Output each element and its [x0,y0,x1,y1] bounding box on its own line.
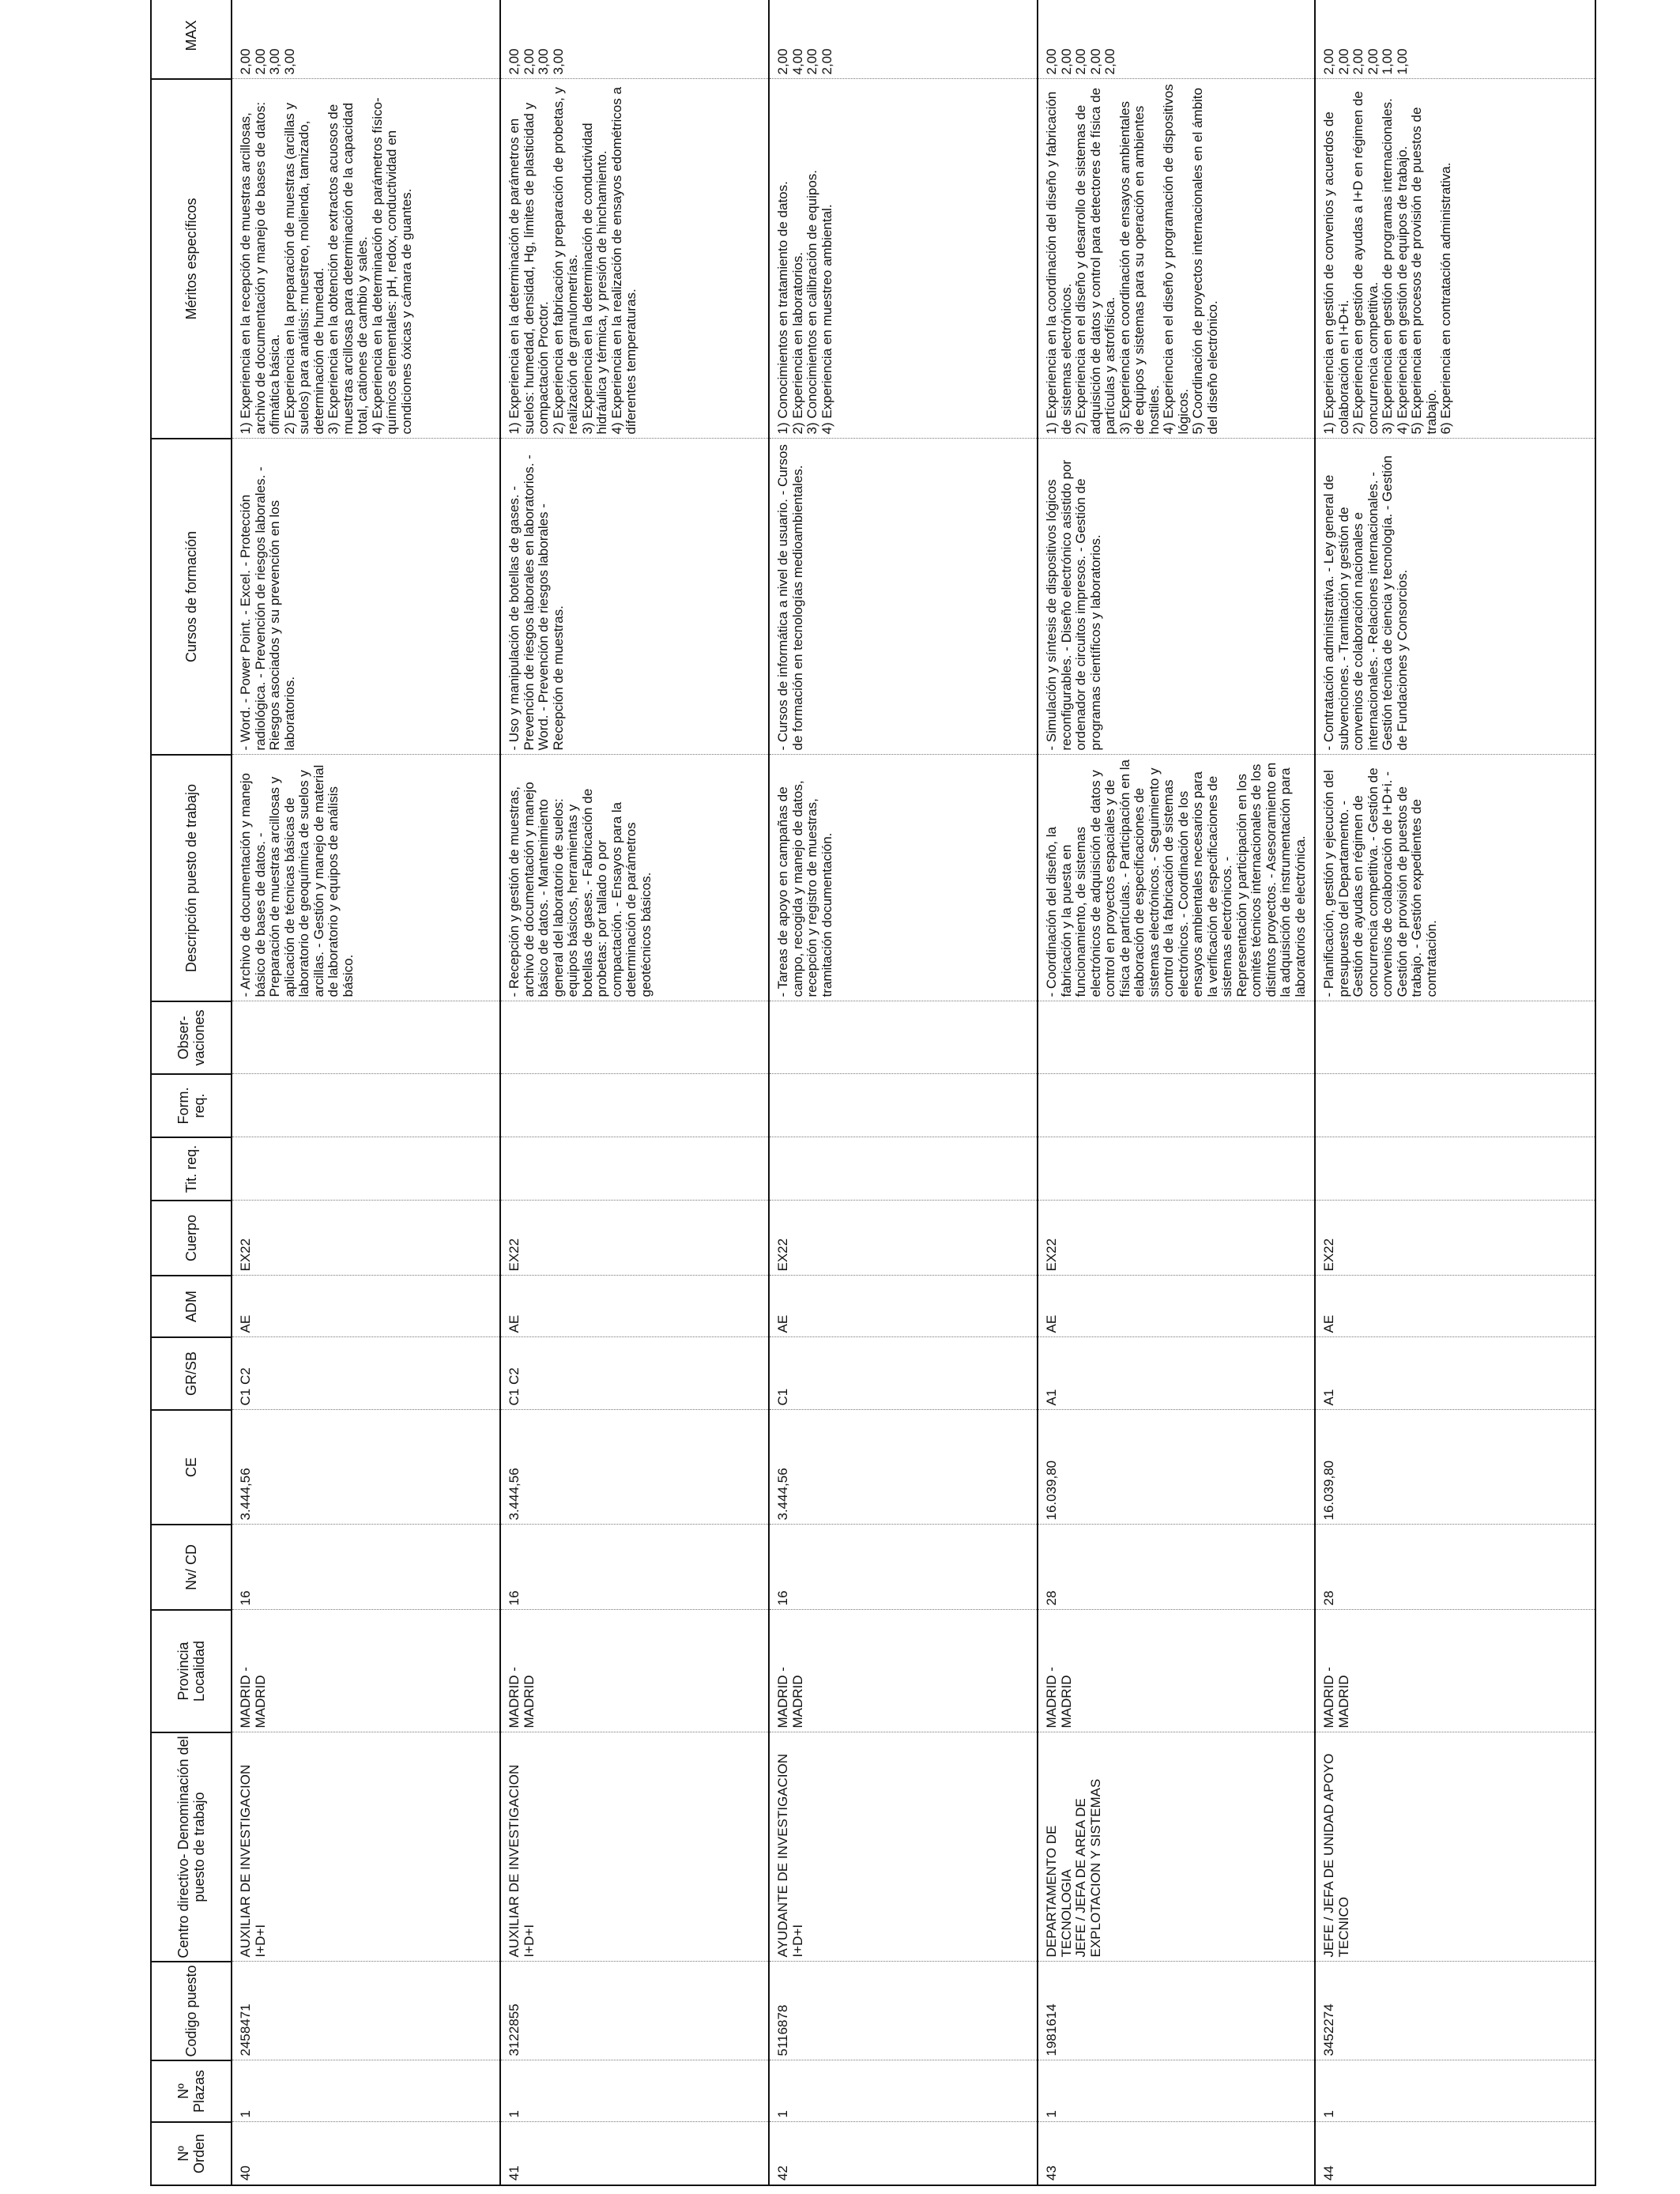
cell-plazas: 1 [1038,2060,1315,2122]
table-row [1315,0,1595,2185]
cell-adm: AE [232,1276,500,1337]
max-value: 2,00 [819,48,834,75]
col-cuerpo: Cuerpo [151,1201,232,1276]
cell-cursos: - Word. - Power Point. - Excel. - Protección radiológica. - Prevención de riesgos laborales. - Riesgos asociados y su prevención en los laboratorios. [232,439,500,755]
cell-max [1315,0,1595,79]
cell-obs [1038,1001,1315,1074]
merito-item: 5) Experiencia en procesos de provisión de puestos de trabajo. [1409,107,1439,435]
merito-item: 2) Experiencia en la preparación de muestras (arcillas y suelos) para análisis: muestreo, molienda, tamizado, determinación de humedad. [281,102,326,435]
cell-ce: 3.444,56 [500,1410,769,1525]
cell-meritos [500,79,769,439]
cell-grsb: A1 [1315,1337,1595,1410]
cell-codigo: 3122855 [500,1962,769,2060]
max-value: 3,00 [267,48,282,75]
col-ce: CE [151,1410,232,1525]
merito-item: 4) Experiencia en la realización de ensayos edométricos a diferentes temperaturas. [608,87,638,435]
centro-directivo: DEPARTAMENTO DE TECNOLOGIA [1044,1825,1074,1958]
cell-plazas: 1 [500,2060,769,2122]
cell-form [500,1074,769,1137]
cell-denominacion [769,1732,1038,1962]
cell-form [769,1074,1038,1137]
merito-item: 3) Experiencia en la determinación de conductividad hidráulica y térmica, y presión de hinchamiento. [579,123,609,435]
cell-adm: AE [769,1276,1038,1337]
cell-grsb: A1 [1038,1337,1315,1410]
merito-item: 2) Experiencia en gestión de ayudas a I+D en régimen de concurrencia competitiva. [1350,91,1381,435]
cell-meritos [1315,79,1595,439]
merito-item: 1) Conocimientos en tratamiento de datos. [775,181,790,435]
cell-nivel: 16 [769,1525,1038,1610]
denominacion: AYUDANTE DE INVESTIGACION I+D+I [775,1753,805,1958]
cell-grsb: C1 C2 [232,1337,500,1410]
cell-ce: 3.444,56 [232,1410,500,1525]
cell-cursos: - Uso y manipulación de botellas de gases. - Prevención de riesgos laborales en laboratorios. - Word. - Prevención de riesgos laborales - Recepción de muestras. [500,439,769,755]
cell-plazas: 1 [1315,2060,1595,2122]
col-plazas: Nº Plazas [151,2060,232,2122]
max-value: 2,00 [252,48,268,75]
col-adm: ADM [151,1276,232,1337]
cell-tit [1038,1137,1315,1201]
col-obs: Obser- vaciones [151,1001,232,1074]
merito-item: 1) Experiencia en la determinación de parámetros en suelos: humedad, densidad, Hg, límites de plasticidad y compactación Proctor. [507,102,551,435]
max-value: 1,00 [1380,48,1395,75]
merito-item: 4) Experiencia en muestreo ambiental. [819,204,834,435]
cell-adm: AE [1315,1276,1595,1337]
cell-max [500,0,769,79]
cell-cursos: - Cursos de informática a nivel de usuario. - Cursos de formación en tecnologías medioambientales. [769,439,1038,755]
cell-tit [1315,1137,1595,1201]
cell-meritos [232,79,500,439]
denominacion: JEFE / JEFA DE UNIDAD APOYO TECNICO [1321,1753,1351,1958]
cell-descripcion: - Recepción y gestión de muestras, archivo de documentación y manejo básico de datos. - Mantenimiento general del laboratorio de suelos: equipos básicos, herramientas y botellas de gases. - Fabricación de probetas: por tallado o por compactación. - Ensayos para la determinación de parámetros geotécnicos básicos. [500,755,769,1001]
cell-cuerpo: EX22 [769,1201,1038,1276]
col-orden: Nº Orden [151,2122,232,2185]
denominacion: AUXILIAR DE INVESTIGACION I+D+I [507,1764,537,1958]
col-meritos: Méritos específicos [151,79,232,439]
cell-codigo: 5116878 [769,1962,1038,2060]
cell-obs [500,1001,769,1074]
header-row [151,0,232,2185]
max-value: 1,00 [1394,48,1410,75]
cell-meritos [769,79,1038,439]
max-value: 3,00 [550,48,566,75]
max-value: 3,00 [536,48,551,75]
cell-obs [1315,1001,1595,1074]
cell-cuerpo: EX22 [1315,1201,1595,1276]
cell-codigo: 1981614 [1038,1962,1315,2060]
max-value: 2,00 [1335,48,1351,75]
max-value: 2,00 [238,48,253,75]
cell-descripcion: - Coordinación del diseño, la fabricación y la puesta en funcionamiento, de sistemas electrónicos de adquisición de datos y control en proyectos espaciales y de física de partículas. - Participación en la elaboración de especificaciones de sistemas electrónicos. - Seguimiento y control de la fabricación de sistemas electrónicos. - Coordinación de los ensayos ambientales necesarios para la verificación de especificaciones de sistemas electrónicos. - Representación y participación en los comités técnicos internacionales de los distintos proyectos. - Asesoramiento en la adquisición de instrumentación para laboratorios de electrónica. [1038,755,1315,1001]
cell-codigo: 3452274 [1315,1962,1595,2060]
merito-item: 4) Experiencia en el diseño y programación de dispositivos lógicos. [1161,84,1191,435]
table-row [232,0,500,2185]
cell-descripcion: - Tareas de apoyo en campañas de campo, recogida y manejo de datos, recepción y registro de muestras, tramitación documentación. [769,755,1038,1001]
cell-tit [769,1137,1038,1201]
max-value: 2,00 [521,48,537,75]
max-value: 2,00 [1321,48,1336,75]
col-tit: Tit. req. [151,1137,232,1201]
max-value: 2,00 [1350,48,1365,75]
col-descripcion: Descripción puesto de trabajo [151,755,232,1001]
merito-item: 1) Experiencia en gestión de convenios y acuerdos de colaboración en I+D+i. [1321,111,1351,435]
merito-item: 2) Experiencia en fabricación y preparación de probetas, y realización de granulometrías. [550,87,580,435]
cell-nivel: 28 [1038,1525,1315,1610]
job-positions-table [150,0,1596,2186]
cell-grsb: C1 C2 [500,1337,769,1410]
cell-orden: 44 [1315,2122,1595,2185]
cell-cursos: - Simulación y síntesis de dispositivos lógicos reconfigurables. - Diseño electrónico asistido por ordenador de circuitos impresos. - Gestión de programas científicos y laboratorios. [1038,439,1315,755]
cell-orden: 41 [500,2122,769,2185]
cell-cuerpo: EX22 [1038,1201,1315,1276]
cell-grsb: C1 [769,1337,1038,1410]
cell-descripcion: - Archivo de documentación y manejo básico de bases de datos. - Preparación de muestras arcillosas y aplicación de técnicas básicas de laboratorio de geoquímica de suelos y arcillas. - Gestión y manejo de material de laboratorio y equipos de análisis básico. [232,755,500,1001]
merito-item: 5) Coordinación de proyectos internacionales en el ámbito del diseño electrónico. [1190,88,1220,435]
cell-nivel: 28 [1315,1525,1595,1610]
col-grsb: GR/SB [151,1337,232,1410]
col-form: Form. req. [151,1074,232,1137]
merito-item: 1) Experiencia en la coordinación del diseño y fabricación de sistemas electrónicos. [1044,91,1074,435]
cell-obs [232,1001,500,1074]
cell-max [1038,0,1315,79]
cell-orden: 42 [769,2122,1038,2185]
cell-cursos: - Contratación administrativa. - Ley general de subvenciones. - Tramitación y gestión de convenios de colaboración nacionales e internacionales. - Relaciones internacionales. - Gestión técnica de ciencia y tecnología. - Gestión de Fundaciones y Consorcios. [1315,439,1595,755]
max-value: 2,00 [1058,48,1074,75]
cell-tit [500,1137,769,1201]
col-provincia: Provincia Localidad [151,1610,232,1732]
cell-plazas: 1 [769,2060,1038,2122]
cell-codigo: 2458471 [232,1962,500,2060]
cell-nivel: 16 [232,1525,500,1610]
cell-ce: 3.444,56 [769,1410,1038,1525]
merito-item: 3) Experiencia en la obtención de extractos acuosos de muestras arcillosas para determinación de la capacidad total, cationes de cambio y sales. [326,102,370,435]
cell-form [1038,1074,1315,1137]
cell-descripcion: - Planificación, gestión y ejecución del presupuesto del Departamento. - Gestión de ayudas en régimen de concurrencia competitiva. - Gestión de convenios de colaboración de I+D+i. - Gestión de provisión de puestos de trabajo. - Gestión expedientes de contratación. [1315,755,1595,1001]
cell-tit [232,1137,500,1201]
merito-item: 3) Experiencia en coordinación de ensayos ambientales de equipos y sistemas para su operación en ambientes hostiles. [1117,101,1162,435]
cell-denominacion [500,1732,769,1962]
merito-item: 3) Conocimientos en calibración de equipos. [804,169,819,435]
max-value: 2,00 [1365,48,1381,75]
max-value: 2,00 [1102,48,1117,75]
cell-cuerpo: EX22 [500,1201,769,1276]
cell-nivel: 16 [500,1525,769,1610]
cell-obs [769,1001,1038,1074]
cell-denominacion [1038,1732,1315,1962]
merito-item: 1) Experiencia en la recepción de muestras arcillosas, archivo de documentación y manejo de bases de datos: ofimática básica. [238,101,282,435]
denominacion: AUXILIAR DE INVESTIGACION I+D+I [238,1764,268,1958]
cell-provincia: MADRID - MADRID [769,1610,1038,1732]
cell-plazas: 1 [232,2060,500,2122]
table-row [769,0,1038,2185]
merito-item: 2) Experiencia en laboratorios. [789,251,805,435]
cell-ce: 16.039,80 [1038,1410,1315,1525]
max-value: 2,00 [1073,48,1088,75]
col-denominacion: Centro directivo- Denominación del puesto de trabajo [151,1732,232,1962]
cell-adm: AE [1038,1276,1315,1337]
col-cursos: Cursos de formación [151,439,232,755]
cell-max [232,0,500,79]
merito-item: 4) Experiencia en la determinación de parámetros físico-químicos elementales: pH, redox, conductividad en condiciones óxicas y cámara de guantes. [369,97,414,435]
table-row [1038,0,1315,2185]
cell-provincia: MADRID - MADRID [1038,1610,1315,1732]
cell-provincia: MADRID - MADRID [500,1610,769,1732]
cell-provincia: MADRID - MADRID [1315,1610,1595,1732]
merito-item: 6) Experiencia en contratación administrativa. [1438,162,1453,435]
merito-item: 4) Experiencia en gestión de equipos de trabajo. [1394,145,1410,435]
merito-item: 2) Experiencia en el diseño y desarrollo de sistemas de adquisición de datos y control para detectores de física de partículas y astrofísica. [1073,88,1117,435]
merito-item: 3) Experiencia en gestión de programas internacionales. [1380,98,1395,435]
denominacion: JEFE / JEFA DE AREA DE EXPLOTACION Y SISTEMAS [1073,1778,1103,1958]
cell-orden: 43 [1038,2122,1315,2185]
max-value: 2,00 [804,48,819,75]
max-value: 3,00 [281,48,297,75]
cell-max [769,0,1038,79]
cell-cuerpo: EX22 [232,1201,500,1276]
table-row [500,0,769,2185]
cell-form [232,1074,500,1137]
cell-adm: AE [500,1276,769,1337]
cell-orden: 40 [232,2122,500,2185]
cell-ce: 16.039,80 [1315,1410,1595,1525]
col-max: MAX [151,0,232,79]
cell-meritos [1038,79,1315,439]
cell-provincia: MADRID - MADRID [232,1610,500,1732]
cell-form [1315,1074,1595,1137]
max-value: 2,00 [775,48,790,75]
max-value: 2,00 [507,48,522,75]
col-nivel: Nv/ CD [151,1525,232,1610]
max-value: 2,00 [1044,48,1059,75]
cell-denominacion [232,1732,500,1962]
col-codigo: Codigo puesto [151,1962,232,2060]
cell-denominacion [1315,1732,1595,1962]
max-value: 4,00 [789,48,805,75]
max-value: 2,00 [1087,48,1103,75]
